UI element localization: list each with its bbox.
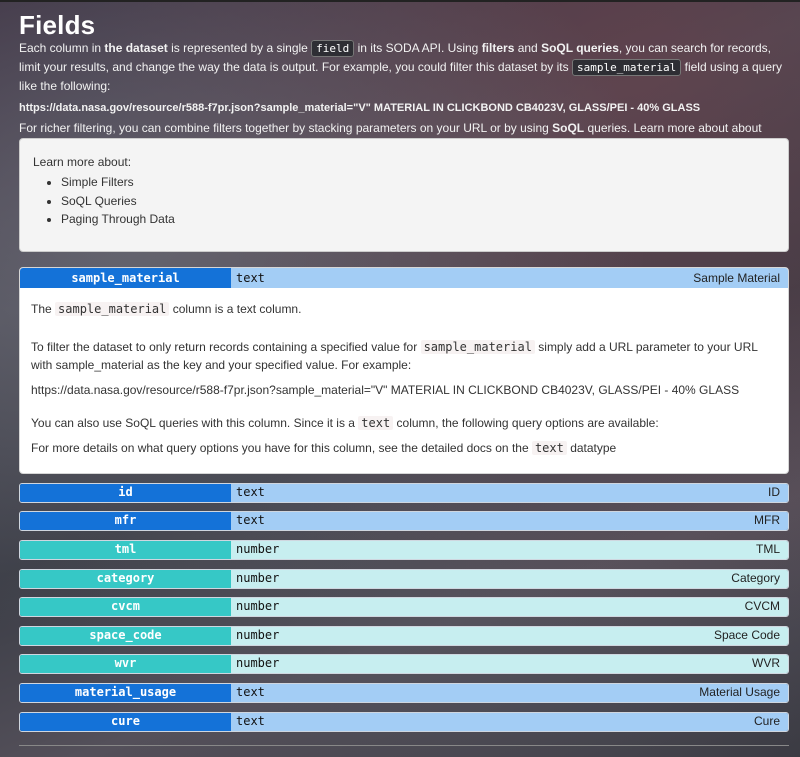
field-type: number: [231, 654, 752, 674]
expanded-field-header[interactable]: [20, 268, 788, 288]
dataset-emphasis: the dataset: [104, 41, 168, 55]
field-type: number: [231, 626, 714, 646]
top-divider: [0, 0, 800, 2]
field-name[interactable]: mfr: [20, 511, 231, 531]
column-code: sample_material: [55, 302, 169, 316]
field-label: Sample Material: [693, 268, 788, 288]
description-text: simply add a URL parameter to your URL with sample_material as the key and your specified value. For example:: [31, 340, 758, 372]
column-code: sample_material: [421, 340, 535, 354]
field-label: WVR: [752, 654, 788, 674]
field-name[interactable]: cure: [20, 712, 231, 732]
field-name[interactable]: tml: [20, 540, 231, 560]
soql-options-text: [31, 414, 776, 432]
learn-more-box: [19, 138, 789, 252]
description-text: column is a text column.: [169, 302, 302, 316]
learn-link-paging[interactable]: • Paging Through Data: [61, 210, 175, 229]
description-text: To filter the dataset to only return records containing a specified value for: [31, 340, 421, 354]
field-label: Space Code: [714, 626, 788, 646]
field-type: number: [231, 569, 731, 589]
field-label: CVCM: [745, 597, 788, 617]
learn-more-heading: Learn more about:: [33, 155, 132, 169]
field-row-cure[interactable]: [19, 712, 789, 732]
field-row-material-usage[interactable]: [19, 683, 789, 703]
field-type: text: [231, 712, 754, 732]
field-name[interactable]: space_code: [20, 626, 231, 646]
field-code: field: [311, 40, 354, 57]
field-type: text: [231, 483, 768, 503]
field-row-cvcm[interactable]: [19, 597, 789, 617]
intro-text-span: For richer filtering, you can combine filters together by stacking parameters on your URL or by using: [19, 121, 553, 135]
intro-text-span: Each column in: [19, 41, 105, 55]
field-row-tml[interactable]: [19, 540, 789, 560]
field-row-space-code[interactable]: [19, 626, 789, 646]
description-text: You can also use SoQL queries with this column. Since it is a: [31, 416, 359, 430]
field-label: Material Usage: [699, 683, 788, 703]
expanded-field-panel: [19, 267, 789, 474]
field-label: Cure: [754, 712, 788, 732]
intro-text-span: , you can search for records, limit your results, and change the way the data is output. For example, you could filter this dataset by its: [19, 41, 771, 74]
field-label: Category: [731, 569, 788, 589]
filters-emphasis: filters: [481, 41, 515, 55]
sample-material-code: sample_material: [572, 59, 681, 76]
description-text: For more details on what query options you have for this column, see the detailed docs on the: [31, 441, 532, 455]
field-label: MFR: [754, 511, 788, 531]
field-type: text: [231, 268, 693, 288]
example-url[interactable]: https://data.nasa.gov/resource/r588-f7pr.json?sample_material="V" MATERIAL IN CLICKBOND CB4023V, GLASS/PEI - 40% GLASS: [19, 102, 701, 114]
description-text: column, the following query options are available:: [393, 416, 659, 430]
field-type: text: [231, 511, 754, 531]
page-title: Fields: [19, 10, 96, 40]
learn-more-list: [33, 173, 175, 229]
intro-text-span: in its SODA API. Using: [354, 41, 482, 55]
type-code: text: [358, 416, 393, 430]
datatype-link[interactable]: text: [532, 441, 567, 455]
intro-text-span: is represented by a single: [167, 41, 312, 55]
field-row-category[interactable]: [19, 569, 789, 589]
datatype-docs-text: [31, 439, 776, 457]
description-text: datatype: [566, 441, 617, 455]
field-name[interactable]: wvr: [20, 654, 231, 674]
field-name[interactable]: cvcm: [20, 597, 231, 617]
intro-paragraph-1: [19, 39, 789, 95]
field-row-wvr[interactable]: [19, 654, 789, 674]
field-type: text: [231, 683, 699, 703]
intro-text-span: field using a query like the following:: [19, 60, 783, 93]
learn-link-soql-queries[interactable]: • SoQL Queries: [61, 192, 175, 211]
field-type-sentence: [31, 300, 776, 318]
field-type: number: [231, 540, 756, 560]
field-type: number: [231, 597, 745, 617]
field-name[interactable]: material_usage: [20, 683, 231, 703]
field-row-id[interactable]: [19, 483, 789, 503]
field-label: ID: [768, 483, 788, 503]
learn-link-simple-filters[interactable]: • Simple Filters: [61, 173, 175, 192]
field-name[interactable]: sample_material: [20, 268, 231, 288]
filter-instructions: [31, 338, 776, 374]
field-row-mfr[interactable]: [19, 511, 789, 531]
field-label: TML: [756, 540, 788, 560]
soql-queries-emphasis: SoQL queries: [541, 41, 619, 55]
intro-text-span: queries. Learn more about about: [587, 121, 762, 135]
intro-text-span: and: [514, 41, 542, 55]
field-name[interactable]: id: [20, 483, 231, 503]
bottom-divider: [19, 745, 789, 746]
field-example-url[interactable]: https://data.nasa.gov/resource/r588-f7pr.json?sample_material="V" MATERIAL IN CLICKBOND CB4023V, GLASS/PEI - 40% GLASS: [31, 383, 740, 397]
soql-emphasis: SoQL: [552, 121, 585, 135]
description-text: The: [31, 302, 56, 316]
field-name[interactable]: category: [20, 569, 231, 589]
